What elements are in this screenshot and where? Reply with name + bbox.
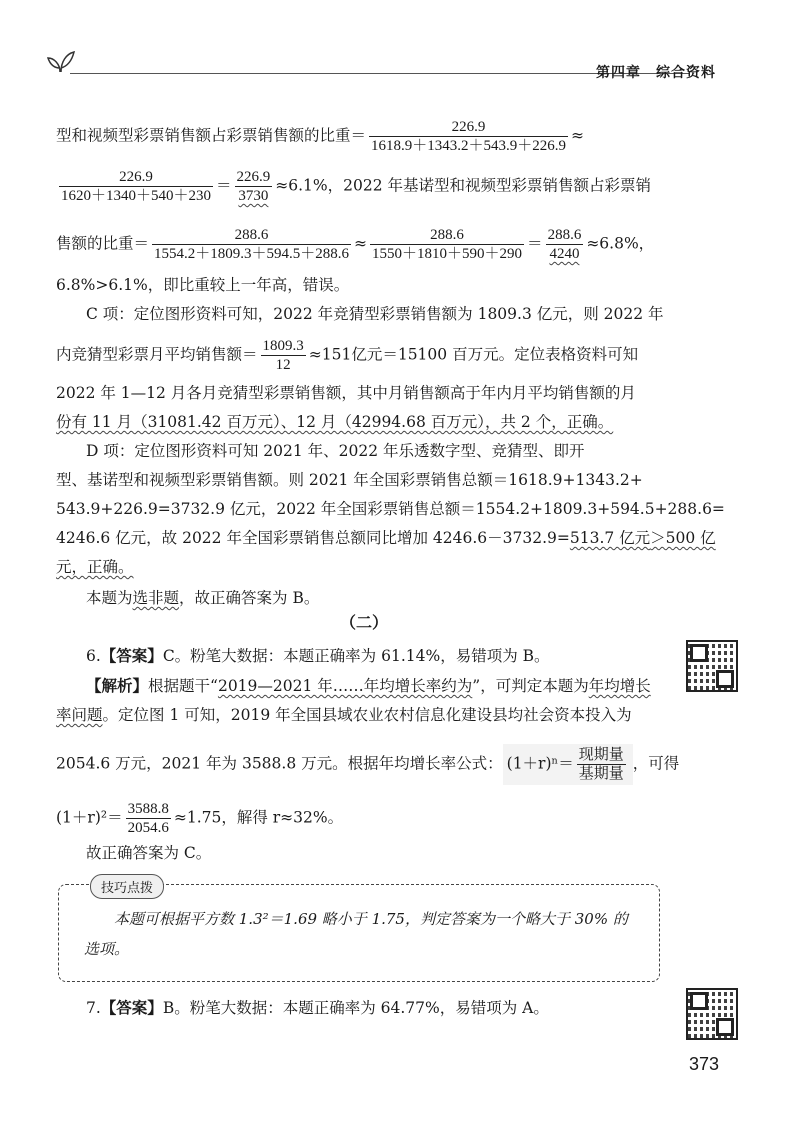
line-p3: 售额的比重＝ $\frac{288.6}{1554.2+1809.3+594.5+288.6}$ ≈ $\frac{288.6}{1550+1810+590+290}$ ＝ $\frac{288.6}{4240}$ ≈6.8%， xyxy=(56,227,655,262)
q6-analysis-line2: 率问题。定位图 1 可知，2019 年全国县域农业农村信息化建设县均社会资本投入为 xyxy=(56,706,632,724)
line-d4: 4246.6 亿元，故 2022 年全国彩票销售总额同比增加 4246.6－3732.9=513.7 亿元＞500 亿 xyxy=(56,529,716,547)
line-d2: 型、基诺型和视频型彩票销售额。则 2021 年全国彩票销售总额＝1618.9+1343.2+ xyxy=(56,471,643,489)
line-c2: 内竞猜型彩票月平均销售额＝ $\frac{1809.3}{12}$ ≈151亿元＝15100 百万元。定位表格资料可知 xyxy=(56,338,639,373)
q6-conclusion: 故正确答案为 C。 xyxy=(86,844,212,862)
q6-analysis-line4: (1＋r)²＝ $\frac{3588.8}{2054.6}$ ≈1.75，解得 r≈32%。 xyxy=(56,801,344,836)
growth-formula: (1＋r)ⁿ＝ $\frac{\text{现期量}}{\text{基期量}}$ xyxy=(503,744,633,785)
line-conclusion: 本题为选非题，故正确答案为 B。 xyxy=(86,589,320,607)
fraction: $\frac{288.6}{1554.2+1809.3+594.5+288.6}$ xyxy=(154,227,350,262)
line-d5: 元，正确。 xyxy=(56,558,134,576)
q6-answer-line: 6.【答案】C。粉笔大数据：本题正确率为 61.14%，易错项为 B。 xyxy=(86,646,550,665)
tip-line1: 本题可根据平方数 1.3²＝1.69 略小于 1.75，判定答案为一个略大于 30% 的 xyxy=(114,910,628,928)
page-number: 373 xyxy=(689,1054,720,1074)
line-p1: 型和视频型彩票销售额占彩票销售额的比重＝ $\frac{226.9}{1618.9+1343.2+543.9+226.9}$ ≈ xyxy=(56,119,585,154)
fraction: $\frac{1809.3}{12}$ xyxy=(262,338,304,373)
tip-label: 技巧点拨 xyxy=(90,874,164,899)
line-p4: 6.8%>6.1%，即比重较上一年高，错误。 xyxy=(56,276,350,294)
fraction: $\frac{226.9}{1620+1340+540+230}$ xyxy=(61,169,212,204)
fraction: $\frac{288.6}{1550+1810+590+290}$ xyxy=(372,227,523,262)
q6-analysis-line3: 2054.6 万元，2021 年为 3588.8 万元。根据年均增长率公式： (1＋r)ⁿ＝ $\frac{\text{现期量}}{\text{基期量}}$ ，可得 xyxy=(56,744,666,785)
tip-line2: 选项。 xyxy=(84,940,130,958)
q6-analysis-line1: 【解析】根据题干“2019—2021 年……年均增长率约为”，可判定本题为年均增长 xyxy=(86,676,651,695)
line-d3: 543.9+226.9=3732.9 亿元，2022 年全国彩票销售总额＝1554.2+1809.3+594.5+288.6= xyxy=(56,500,725,518)
qr-code-icon[interactable] xyxy=(686,988,738,1040)
chapter-title: 第四章 综合资料 xyxy=(596,65,716,81)
line-c4: 份有 11 月（31081.42 百万元）、12 月（42994.68 百万元），共 2 个，正确。 xyxy=(56,413,614,431)
leaf-icon xyxy=(46,48,76,76)
fraction: $\frac{3588.8}{2054.6}$ xyxy=(127,801,169,836)
fraction: $\frac{226.9}{3730}$ xyxy=(236,169,271,204)
line-c1: C 项：定位图形资料可知，2022 年竞猜型彩票销售额为 1809.3 亿元，则 2022 年 xyxy=(86,305,664,323)
line-c3: 2022 年 1—12 月各月竞猜型彩票销售额，其中月销售额高于年内月平均销售额的月 xyxy=(56,384,636,402)
fraction: $\frac{288.6}{4240}$ xyxy=(547,227,582,262)
fraction: $\frac{226.9}{1618.9+1343.2+543.9+226.9}$ xyxy=(371,119,567,154)
q7-answer-line: 7.【答案】B。粉笔大数据：本题正确率为 64.77%，易错项为 A。 xyxy=(86,998,549,1017)
line-d1: D 项：定位图形资料可知 2021 年、2022 年乐透数字型、竞猜型、即开 xyxy=(86,442,585,460)
line-p2: $\frac{226.9}{1620+1340+540+230}$ ＝ $\frac{226.9}{3730}$ ≈6.1%，2022 年基诺型和视频型彩票销售额占彩票销 xyxy=(61,169,652,204)
section-heading: （二） xyxy=(340,613,389,632)
